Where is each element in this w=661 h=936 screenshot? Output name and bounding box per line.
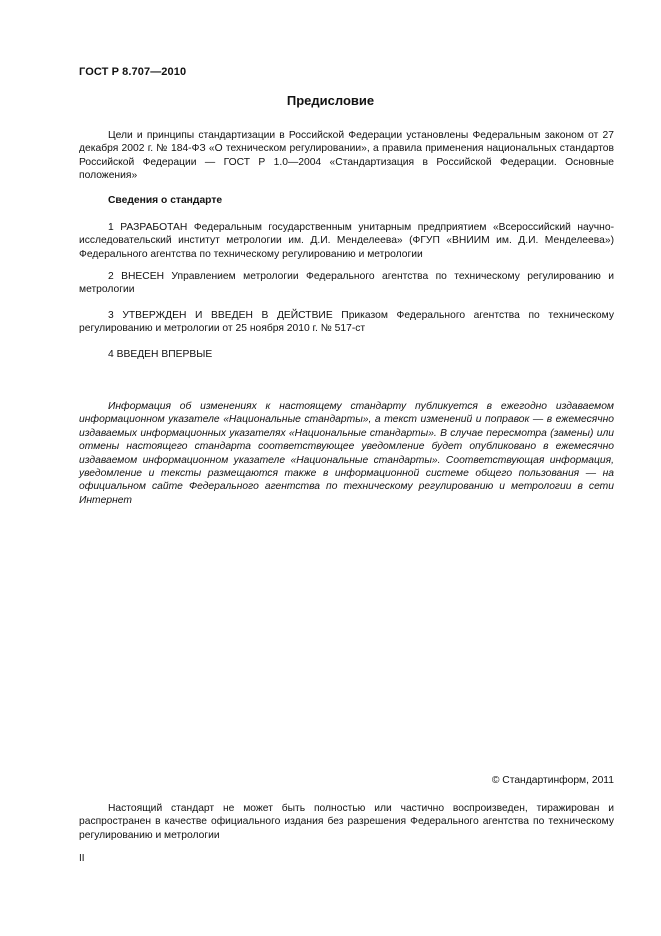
info-item-text: 1 РАЗРАБОТАН Федеральным государственным унитарным предприятием «Всероссийский научно-исследовательский институт метрологии им. Д.И. Менделеева» (ФГУП «ВНИИМ им. Д.И. Менделеева») Федерального агентства по техническому регулированию и метрологии xyxy=(79,222,614,260)
copyright-line: © Стандартинформ, 2011 xyxy=(491,775,614,786)
changes-information-note xyxy=(79,400,614,507)
reproduction-notice xyxy=(79,802,614,842)
info-item-text: 4 ВВЕДЕН ВПЕРВЫЕ xyxy=(108,349,213,360)
reproduction-notice-text: Настоящий стандарт не может быть полностью или частично воспроизведен, тиражирован и распространен в качестве официального издания без разрешения Федерального агентства по техническому регулированию и метрологии xyxy=(79,803,614,841)
info-item-approved xyxy=(79,309,614,336)
info-item-introduced xyxy=(79,270,614,297)
info-item-developed xyxy=(79,221,614,261)
info-item-text: 2 ВНЕСЕН Управлением метрологии Федерального агентства по техническому регулированию и метрологии xyxy=(79,271,614,296)
section-heading: Сведения о стандарте xyxy=(108,195,223,206)
info-item-first-introduced xyxy=(79,348,614,361)
changes-information-text: Информация об изменениях к настоящему стандарту публикуется в ежегодно издаваемом информационном указателе «Национальные стандарты», а текст изменений и поправок — в ежемесячно издаваемых информационных указателях «Национальные стандарты». В случае пересмотра (замены) или отмены настоящего стандарта соответствующее уведомление будет опубликовано в ежемесячно издаваемом информационном указателе «Национальные стандарты». Соответствующая информация, уведомление и тексты размещаются также в информационной системе общего пользования — на официальном сайте Федерального агентства по техническому регулированию и метрологии в сети Интернет xyxy=(79,401,614,506)
foreword-intro xyxy=(79,129,614,183)
info-item-text: 3 УТВЕРЖДЕН И ВВЕДЕН В ДЕЙСТВИЕ Приказом Федерального агентства по техническому регулированию и метрологии от 25 ноября 2010 г. № 517-ст xyxy=(79,310,614,335)
page-number: II xyxy=(79,853,85,864)
foreword-intro-text: Цели и принципы стандартизации в Российской Федерации установлены Федеральным законом от 27 декабря 2002 г. № 184-ФЗ «О техническом регулировании», а правила применения национальных стандартов Российской Федерации — ГОСТ Р 1.0—2004 «Стандартизация в Российской Федерации. Основные положения» xyxy=(79,130,614,182)
document-code: ГОСТ Р 8.707—2010 xyxy=(79,66,187,78)
page-title: Предисловие xyxy=(286,93,375,108)
